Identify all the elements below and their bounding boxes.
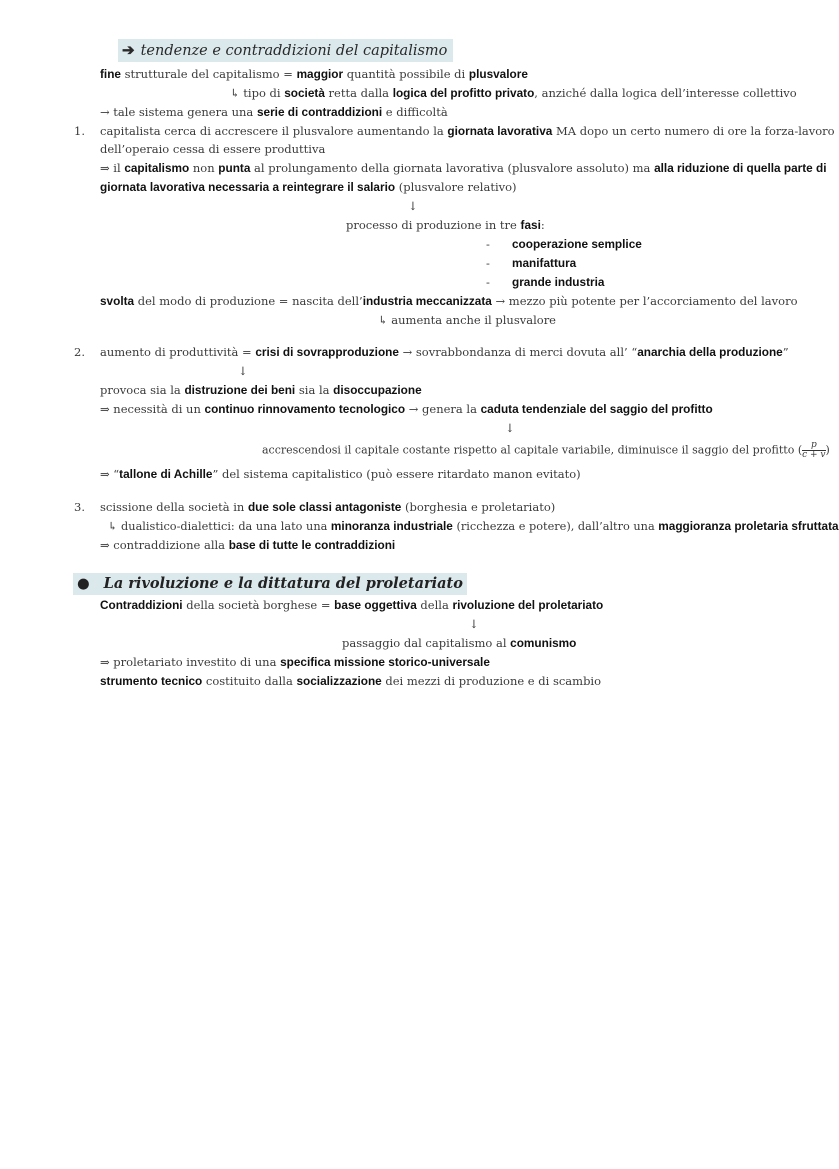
- point2-line-1: aumento di produttività = crisi di sovrapproduzione → sovrabbondanza di merci dovuta all’ “anarchia della produzione”: [100, 345, 789, 359]
- section2-line-3: ⇒ proletariato investito di una specifica missione storico-universale: [100, 655, 490, 669]
- point3-line-3: ⇒ contraddizione alla base di tutte le contraddizioni: [100, 538, 396, 552]
- section2-line-4: strumento tecnico costituito dalla socializzazione dei mezzi di produzione e di scambio: [100, 674, 602, 688]
- phase-item: cooperazione semplice: [512, 237, 642, 251]
- point2-line-4: accrescendosi il capitale costante rispetto al capitale variabile, diminuisce il saggio del profitto ( $\frac{p}{c + v}$ ): [262, 440, 830, 460]
- dash-icon: -: [486, 275, 490, 289]
- phase-item: grande industria: [512, 275, 605, 289]
- point2-line-2: provoca sia la distruzione dei beni sia la disoccupazione: [100, 383, 422, 397]
- down-arrow-icon: ↓: [505, 421, 515, 435]
- section-heading-revolution: [73, 573, 467, 595]
- intro-line-1: fine strutturale del capitalismo = maggior quantità possibile di plusvalore: [100, 67, 528, 81]
- bullet-icon: ●: [77, 575, 90, 592]
- section-title: La rivoluzione e la dittatura del proletariato: [103, 575, 463, 592]
- point3-line-1: scissione della società in due sole classi antagoniste (borghesia e proletariato): [100, 500, 556, 514]
- list-number: 3.: [74, 500, 85, 514]
- point1-line-2: dell’operaio cessa di essere produttiva: [100, 142, 326, 156]
- list-number: 1.: [74, 124, 85, 138]
- intro-line-3: → tale sistema genera una serie di contraddizioni e difficoltà: [100, 105, 448, 119]
- point2-line-5: ⇒ “tallone di Achille” del sistema capitalistico (può essere ritardato manon evitato): [100, 467, 581, 481]
- point1-line-7: ↳ aumenta anche il plusvalore: [378, 313, 556, 327]
- point1-line-4: giornata lavorativa necessaria a reintegrare il salario (plusvalore relativo): [100, 180, 517, 194]
- list-number: 2.: [74, 345, 85, 359]
- down-arrow-icon: ↓: [238, 364, 248, 378]
- point1-line-5: processo di produzione in tre fasi:: [346, 218, 545, 232]
- dash-icon: -: [486, 237, 490, 251]
- section2-line-2: passaggio dal capitalismo al comunismo: [342, 636, 577, 650]
- section-heading-capitalism: [118, 39, 453, 62]
- section2-line-1: Contraddizioni della società borghese = base oggettiva della rivoluzione del proletariato: [100, 598, 604, 612]
- intro-line-2: ↳ tipo di società retta dalla logica del profitto privato, anziché dalla logica dell’interesse collettivo: [230, 86, 797, 100]
- dash-icon: -: [486, 256, 490, 270]
- down-arrow-icon: ↓: [469, 617, 479, 631]
- point2-line-3: ⇒ necessità di un continuo rinnovamento tecnologico → genera la caduta tendenziale del saggio del profitto: [100, 402, 713, 416]
- section-title: tendenze e contraddizioni del capitalismo: [140, 43, 448, 59]
- arrow-right-icon: ➔: [122, 41, 135, 59]
- phase-item: manifattura: [512, 256, 577, 270]
- down-arrow-icon: ↓: [408, 199, 418, 213]
- point1-line-1: capitalista cerca di accrescere il plusvalore aumentando la giornata lavorativa MA dopo un certo numero di ore la forza-lavoro: [100, 124, 835, 138]
- profit-rate-fraction: $\frac{p}{c + v}$: [802, 440, 826, 460]
- point3-line-2: ↳ dualistico-dialettici: da una lato una minoranza industriale (ricchezza e potere), dall’altro una maggioranza proletaria sfruttata: [108, 519, 839, 533]
- point1-line-3: ⇒ il capitalismo non punta al prolungamento della giornata lavorativa (plusvalore assoluto) ma alla riduzione di quella parte di: [100, 161, 827, 175]
- point1-line-6: svolta del modo di produzione = nascita dell’industria meccanizzata → mezzo più potente per l’accorciamento del lavoro: [100, 294, 798, 308]
